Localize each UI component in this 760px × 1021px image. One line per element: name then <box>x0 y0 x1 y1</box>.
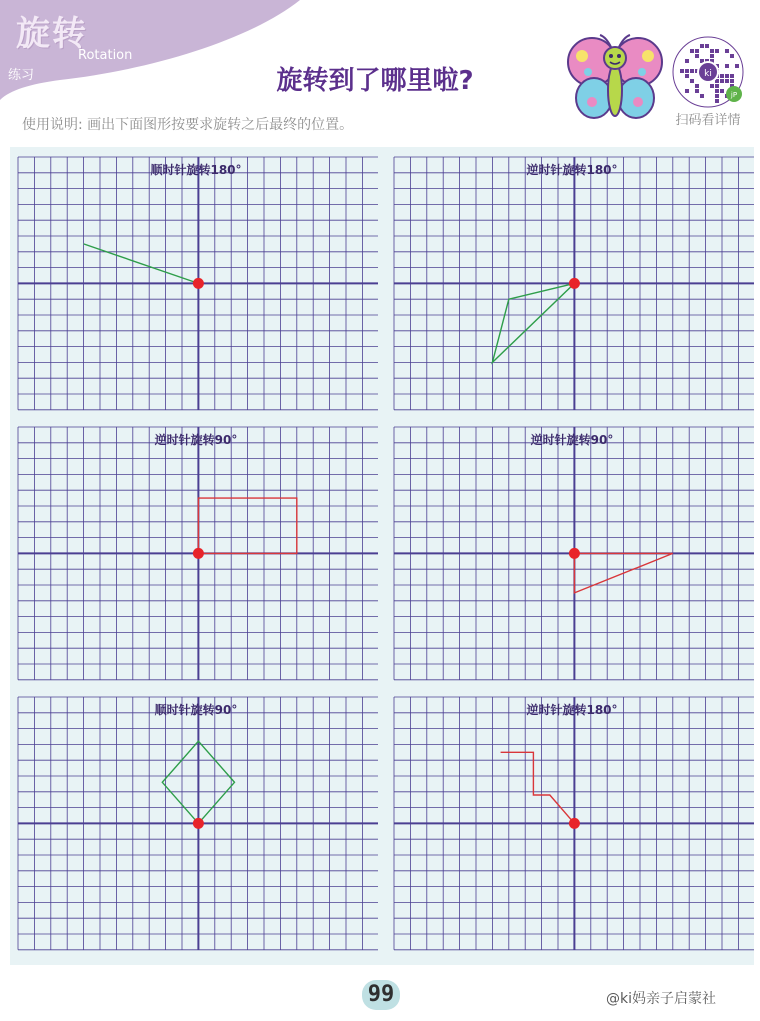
pivot-point <box>569 548 580 559</box>
pivot-point <box>193 818 204 829</box>
panel-title: 逆时针旋转90° <box>154 433 238 447</box>
qr-center-text: ki <box>704 69 712 79</box>
rotation-panel <box>390 151 754 413</box>
rotation-panel <box>390 421 754 683</box>
panel-title: 逆时针旋转180° <box>526 703 618 717</box>
qr-code-icon[interactable] <box>672 36 744 108</box>
worksheet-area <box>10 147 754 965</box>
panel-title: 顺时针旋转180° <box>150 163 242 177</box>
pivot-point <box>569 818 580 829</box>
page-title: 旋转到了哪里啦? <box>276 66 474 96</box>
pivot-point <box>193 278 204 289</box>
corner-title: 旋转 <box>16 14 88 54</box>
panel-title: 逆时针旋转180° <box>526 163 618 177</box>
corner-tag: 练习 <box>8 68 35 83</box>
coordinate-grid <box>14 691 378 953</box>
panel-title: 逆时针旋转90° <box>530 433 614 447</box>
pivot-point <box>569 278 580 289</box>
pivot-point <box>193 548 204 559</box>
coordinate-grid <box>390 691 754 953</box>
page-number: 99 <box>362 980 400 1010</box>
coordinate-grid <box>390 421 754 683</box>
instruction-text: 使用说明: 画出下面图形按要求旋转之后最终的位置。 <box>22 117 354 133</box>
rotation-panel <box>14 151 378 413</box>
panel-title: 顺时针旋转90° <box>154 703 238 717</box>
rotation-panel <box>14 421 378 683</box>
corner-subtitle: Rotation <box>78 48 133 63</box>
rotation-panel <box>14 691 378 953</box>
coordinate-grid <box>390 151 754 413</box>
rotation-panel <box>390 691 754 953</box>
qr-badge-text: jP <box>730 91 738 99</box>
qr-caption: 扫码看详情 <box>675 113 741 128</box>
footer-brand: @ki妈亲子启蒙社 <box>606 991 716 1007</box>
coordinate-grid <box>14 151 378 413</box>
butterfly-icon <box>566 32 664 126</box>
coordinate-grid <box>14 421 378 683</box>
